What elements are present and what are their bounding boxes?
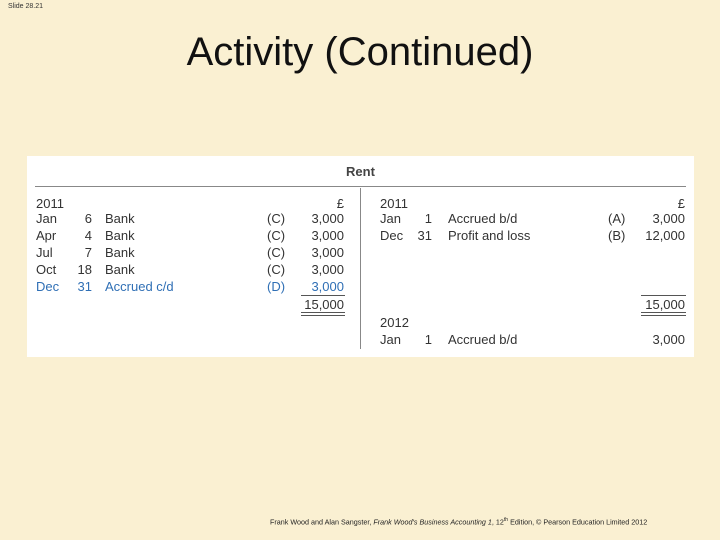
debit-ref: (C) xyxy=(267,228,286,243)
debit-total: 15,000 xyxy=(304,297,344,312)
debit-amount: 3,000 xyxy=(311,211,344,226)
debit-month: Jul xyxy=(36,245,53,260)
debit-ref: (C) xyxy=(267,262,286,277)
debit-month: Oct xyxy=(36,262,57,277)
debit-month: Jan xyxy=(36,211,57,226)
debit-day: 7 xyxy=(84,245,92,260)
next-year: 2012 xyxy=(380,315,409,330)
credit-month: Jan xyxy=(380,211,401,226)
debit-desc: Accrued c/d xyxy=(105,279,174,294)
credit-total: 15,000 xyxy=(645,297,685,312)
debit-amount: 3,000 xyxy=(311,245,344,260)
debit-currency: £ xyxy=(336,196,344,211)
debit-ref: (D) xyxy=(267,279,286,294)
footer-edition: , 12 xyxy=(491,517,504,527)
debit-amount: 3,000 xyxy=(311,228,344,243)
credit-desc: Profit and loss xyxy=(448,228,531,243)
credit-ref: (B) xyxy=(608,228,626,243)
debit-desc: Bank xyxy=(105,211,135,226)
debit-day: 6 xyxy=(84,211,92,226)
debit-day: 18 xyxy=(77,262,92,277)
next-month: Jan xyxy=(380,332,401,347)
credit-year: 2011 xyxy=(380,196,408,211)
credit-day: 1 xyxy=(424,211,432,226)
footer-citation xyxy=(270,517,647,526)
footer-authors: Frank Wood and Alan Sangster, xyxy=(270,517,374,527)
credit-total-double-rule xyxy=(641,312,686,316)
next-day: 1 xyxy=(424,332,432,347)
debit-ref: (C) xyxy=(267,245,286,260)
debit-total-double-rule xyxy=(301,312,345,316)
debit-desc: Bank xyxy=(105,262,135,277)
debit-day: 31 xyxy=(77,279,92,294)
credit-desc: Accrued b/d xyxy=(448,211,518,226)
footer-edition-suffix: th xyxy=(503,517,509,523)
slide-title: Activity (Continued) xyxy=(186,30,534,74)
debit-month: Dec xyxy=(36,279,60,294)
credit-month: Dec xyxy=(380,228,404,243)
account-top-rule xyxy=(35,186,686,187)
debit-desc: Bank xyxy=(105,228,135,243)
debit-amount: 3,000 xyxy=(311,279,344,294)
account-center-rule xyxy=(360,188,361,349)
next-desc: Accrued b/d xyxy=(448,332,518,347)
next-amount: 3,000 xyxy=(652,332,685,347)
account-name: Rent xyxy=(346,164,375,179)
debit-day: 4 xyxy=(84,228,92,243)
debit-ref: (C) xyxy=(267,211,286,226)
credit-subtotal-rule xyxy=(641,295,686,296)
debit-amount: 3,000 xyxy=(311,262,344,277)
credit-amount: 12,000 xyxy=(645,228,685,243)
t-account-panel xyxy=(27,156,694,357)
footer-book-title: Frank Wood's Business Accounting 1 xyxy=(373,517,492,527)
debit-desc: Bank xyxy=(105,245,135,260)
credit-day: 31 xyxy=(417,228,432,243)
credit-ref: (A) xyxy=(608,211,626,226)
credit-currency: £ xyxy=(677,196,685,211)
debit-year: 2011 xyxy=(36,196,64,211)
debit-month: Apr xyxy=(36,228,57,243)
slide-number: Slide 28.21 xyxy=(8,3,44,10)
credit-amount: 3,000 xyxy=(652,211,685,226)
debit-subtotal-rule xyxy=(301,295,345,296)
footer-publisher: Edition, © Pearson Education Limited 2012 xyxy=(508,517,648,527)
